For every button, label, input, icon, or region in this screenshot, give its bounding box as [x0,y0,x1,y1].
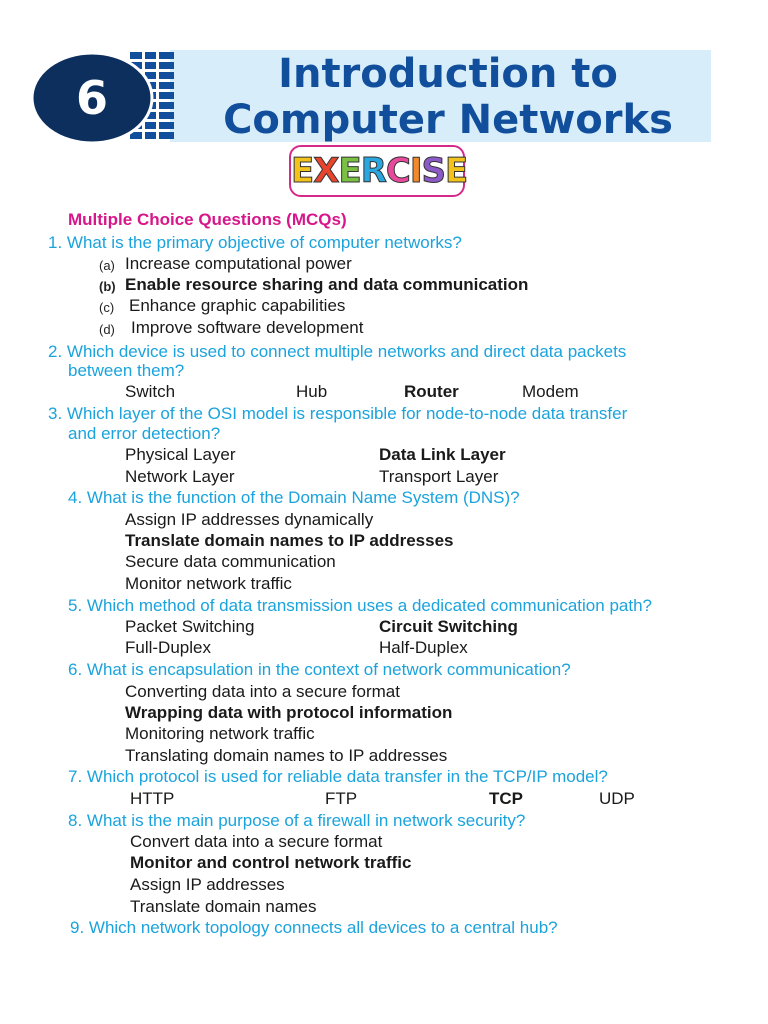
option-5d: Half-Duplex [379,638,468,657]
question-5: 5. Which method of data transmission uses a dedicated communication path? [68,596,652,615]
option-4d: Monitor network traffic [125,574,292,593]
option-7b: FTP [325,789,358,808]
option-6a: Converting data into a secure format [125,682,400,701]
question-2-line-2: between them? [68,361,185,380]
question-9: 9. Which network topology connects all devices to a central hub? [70,918,558,937]
option-6b: Wrapping data with protocol information [125,703,453,722]
question-6: 6. What is encapsulation in the context of network communication? [68,660,571,679]
section-heading: Multiple Choice Questions (MCQs) [68,210,347,229]
exercise-letter: X [313,151,339,191]
exercise-letters [291,151,467,191]
option-6c: Monitoring network traffic [125,724,315,743]
option-2a: Switch [125,382,176,401]
question-3-line-1: 3. Which layer of the OSI model is responsible for node-to-node data transfer [48,404,628,423]
option-4a: Assign IP addresses dynamically [125,510,374,529]
option-4c: Secure data communication [125,552,336,571]
question-2-line-1: 2. Which device is used to connect multiple networks and direct data packets [48,342,627,361]
option-5a: Packet Switching [125,617,255,636]
option-2b: Hub [296,382,328,401]
option-3b: Data Link Layer [379,445,506,464]
exercise-letter: E [444,151,468,191]
option-1b: Enable resource sharing and data communication [125,275,529,294]
question-3-line-2: and error detection? [68,424,221,443]
option-8b: Monitor and control network traffic [130,853,412,872]
exercise-badge [289,145,468,197]
option-label: (c) [99,300,115,315]
option-5c: Full-Duplex [125,638,211,657]
question-4: 4. What is the function of the Domain Name System (DNS)? [68,488,520,507]
option-4b: Translate domain names to IP addresses [125,531,454,550]
option-3d: Transport Layer [379,467,499,486]
option-7d: UDP [599,789,635,808]
option-label: (a) [99,258,115,273]
option-7a: HTTP [130,789,175,808]
exercise-letter: S [421,151,445,191]
option-8a: Convert data into a secure format [130,832,383,851]
exercise-letter: E [291,151,314,191]
option-6d: Translating domain names to IP addresses [125,746,448,765]
question-1: 1. What is the primary objective of computer networks? [48,233,462,252]
exercise-letter: R [360,151,386,191]
page-title-line-1: Introduction to [278,51,618,97]
option-label: (b) [99,279,116,294]
option-3a: Physical Layer [125,445,236,464]
option-8d: Translate domain names [130,897,317,916]
chapter-number: 6 [75,71,108,125]
page-title-line-2: Computer Networks [223,97,673,143]
question-8: 8. What is the main purpose of a firewall in network security? [68,811,526,830]
option-1c: Enhance graphic capabilities [129,296,346,315]
option-2d: Modem [522,382,579,401]
exercise-letter: E [338,151,361,191]
option-8c: Assign IP addresses [130,875,285,894]
exercise-letter: C [385,151,410,191]
option-3c: Network Layer [125,467,235,486]
option-label: (d) [99,322,115,337]
option-7c: TCP [489,789,523,808]
option-1d: Improve software development [131,318,364,337]
exercise-label [291,151,468,191]
exercise-letter: I [409,151,422,191]
question-7: 7. Which protocol is used for reliable data transfer in the TCP/IP model? [68,767,608,786]
option-1a: Increase computational power [125,254,352,273]
option-5b: Circuit Switching [379,617,518,636]
option-2c: Router [404,382,459,401]
